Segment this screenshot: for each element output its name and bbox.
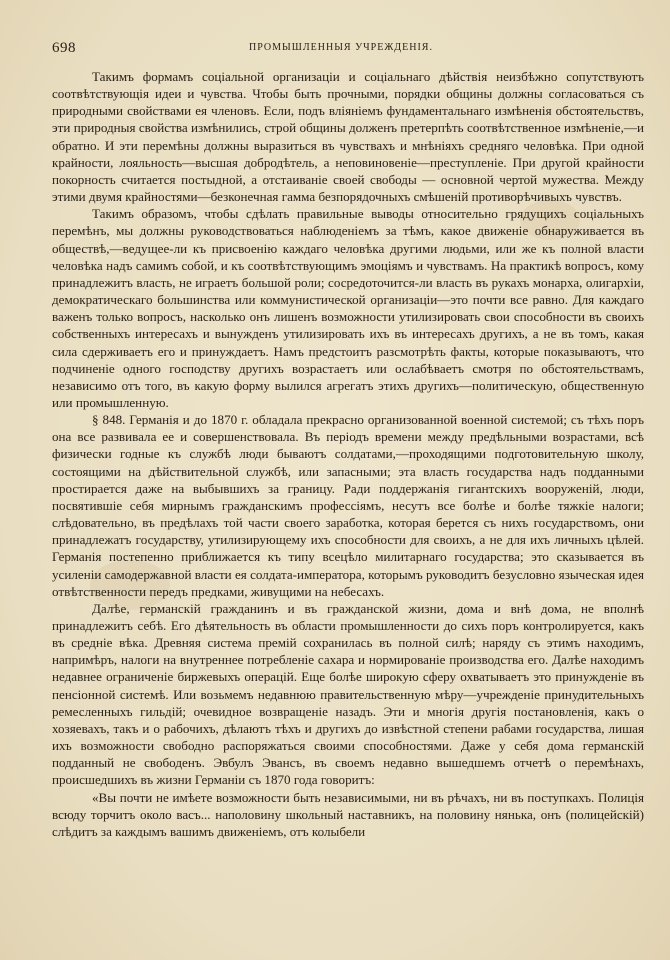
paragraph: Такимъ формамъ соціальной организаціи и соціальнаго дѣйствія неизбѣжно сопутствуютъ соотвѣтствующія идеи и чувства. Чтобы быть прочными, порядки общины должны согласоваться съ природными свойствами ея членовъ. Если, подъ вліяніемъ фундаментальнаго измѣненія обстоятельствъ, эти природныя свойства измѣнились, строй общины долженъ претерпѣть соотвѣтственное измѣненіе,—и обратно. И эти перемѣны должны выразиться въ чувствахъ и мнѣніяхъ средняго человѣка. При одной крайности, лояльность—высшая добродѣтель, а неповиновеніе—преступленіе. При другой крайности покорность считается постыдной, а отстаиваніе своей свободы — основной чертой мужества. Между этими двумя крайностями—безконечная гамма безпорядочныхъ смѣшеній противорѣчивыхъ чувствъ.: [52, 69, 644, 205]
paragraph: § 848. Германія и до 1870 г. обладала прекрасно организованной военной системой; съ тѣхъ поръ она все развивала ее и совершенствовала. Въ періодъ времени между предѣльными возрастами, всѣ физически годные къ службѣ люди бываютъ солдатами,—проходящими подготовительную школу, состоящими на дѣйствительной службѣ, или запасными; эта власть государства надъ подданными простирается даже на выбывшихъ за границу. Ради поддержанія гигантскихъ вооруженій, люди, посвятившіе себя мирнымъ гражданскимъ профессіямъ, несутъ все болѣе и болѣе тяжкіе налоги; слѣдовательно, въ предѣлахъ той части своего заработка, которая берется съ нихъ государствомъ, они принадлежатъ государству, утилизирующему ихъ способности для своихъ, а не для ихъ личныхъ цѣлей. Германія постепенно приближается къ типу всецѣло милитарнаго государства; это сказывается въ усиленіи самодержавной власти ея солдата-императора, которымъ руководитъ безусловно языческая идея отвѣтственности передъ предками, живущими на небесахъ.: [52, 412, 644, 599]
body-text: [52, 68, 644, 840]
paragraph-quote: «Вы почти не имѣете возможности быть независимыми, ни въ рѣчахъ, ни въ поступкахъ. Полиція всюду торчитъ около васъ... наполовину школьный наставникъ, на половину нянька, онъ (полицейскій) слѣдитъ за каждымъ вашимъ движеніемъ, отъ колыбели: [52, 789, 644, 839]
paragraph: Такимъ образомъ, чтобы сдѣлать правильные выводы относительно грядущихъ соціальныхъ перемѣнъ, мы должны руководствоваться наблюденіемъ за тѣмъ, какое движеніе обнаруживается въ обществѣ,—ведущее-ли къ присвоенію каждаго человѣка другими людьми, или же къ полной власти человѣка надъ самимъ собой, и къ соотвѣтствующимъ эмоціямъ и чувствамъ. На практикѣ вопросъ, кому принадлежитъ власть, не играетъ большой роли; сосредоточится-ли власть въ рукахъ монарха, олигархіи, демократическаго большинства или коммунистической организаціи—это почти все равно. Для каждаго важенъ только вопросъ, насколько онъ лишенъ возможности утилизировать свои способности въ своихъ собственныхъ интересахъ и вынужденъ утилизировать ихъ въ интересахъ другихъ, а не въ томъ, какая сила сдерживаетъ его и принуждаетъ. Намъ предстоитъ разсмотрѣть факты, которые показываютъ, что подчиненіе одного господству другихъ возрастаетъ или ослабѣваетъ смотря по обстоятельствамъ, независимо отъ того, въ какую форму вылился агрегатъ этихъ другихъ—политическую, общественную или промышленную.: [52, 206, 644, 410]
running-title: ПРОМЫШЛЕННЫЯ УЧРЕЖДЕНІЯ.: [249, 42, 433, 53]
page-header: [52, 40, 630, 60]
paragraph: Далѣе, германскій гражданинъ и въ гражданской жизни, дома и внѣ дома, не вполнѣ принадлежитъ себѣ. Его дѣятельность въ области промышленности до сихъ поръ контролируется, какъ въ средніе вѣка. Древняя система премій сохранилась въ полной силѣ; наряду съ этимъ находимъ, напримѣръ, налоги на внутреннее потребленіе сахара и нормированіе производства его. Далѣе находимъ недавнее ограниченіе биржевыхъ операцій. Еще болѣе широкую сферу охватываетъ это принужденіе въ пенсіонной системѣ. Или возьмемъ недавнюю правительственную мѣру—учрежденіе принудительныхъ ремесленныхъ гильдій; очевидное возвращеніе назадъ. Эти и многія другія постановленія, какъ о хозяевахъ, такъ и о рабочихъ, дѣлаютъ тѣхъ и другихъ до извѣстной степени рабами государства, лишая ихъ возможности свободно распоряжаться своими способностями. Даже у себя дома германскій подданный не свободенъ. Эвбулъ Эвансъ, въ своемъ недавно вышедшемъ отчетѣ о перемѣнахъ, происшедшихъ въ жизни Германіи съ 1870 года говоритъ:: [52, 600, 644, 788]
page-number: 698: [52, 40, 76, 56]
